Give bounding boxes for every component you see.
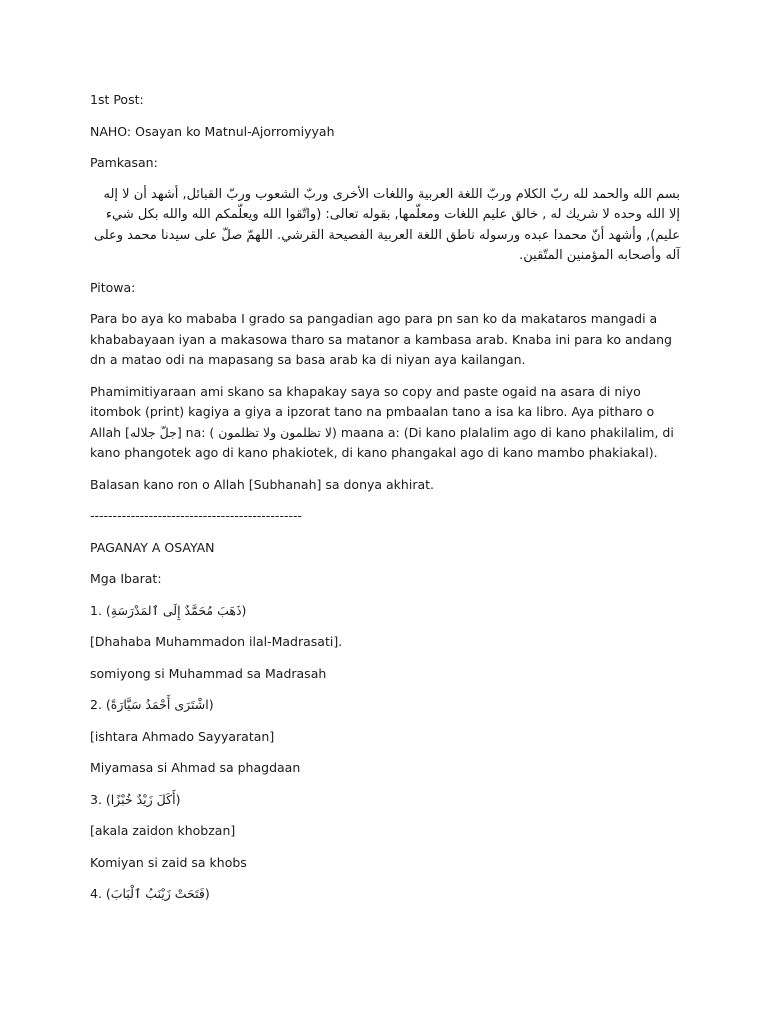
example-2-arabic: 2. (اشْتَرَى أَحْمَدُ سَيَّارَةً) bbox=[90, 697, 214, 712]
example-1-meaning: somiyong si Muhammad sa Madrasah bbox=[90, 665, 327, 681]
paragraph-blessing: Balasan kano ron o Allah [Subhanah] sa donya akhirat. bbox=[90, 476, 434, 492]
example-3-arabic: 3. (أَكَلَ زَيْدٌ خُبْزًا) bbox=[90, 791, 181, 807]
document-page bbox=[90, 90, 680, 916]
separator-line: ----------------------------------------------- bbox=[90, 508, 302, 523]
example-1-arabic: 1. (ذَهَبَ مُحَمَّدٌ إِلَى ٱلمَدْرَسَةِ) bbox=[90, 602, 247, 618]
example-2-transliteration: [ishtara Ahmado Sayyaratan] bbox=[90, 728, 275, 744]
example-2-meaning: Miyamasa si Ahmad sa phagdaan bbox=[90, 760, 301, 775]
example-1-transliteration: [Dhahaba Muhammadon ilal-Madrasati]. bbox=[90, 634, 343, 649]
section-heading: PAGANAY A OSAYAN bbox=[90, 539, 215, 555]
example-3-meaning: Komiyan si zaid sa khobs bbox=[90, 854, 247, 870]
pamkasan-heading: Pamkasan: bbox=[90, 155, 158, 170]
document-title: NAHO: Osayan ko Matnul-Ajorromiyyah bbox=[90, 123, 335, 139]
paragraph-purpose: Para bo aya ko mababa I grado sa pangadian ago para pn san ko da makataros mangadi a khababayaan iyan a makasowa tharo sa matanor a kambasa arab. Knaba ini para ko andang dn a matao odi na mapasang sa basa arab ka di niyan aya kailangan. bbox=[90, 311, 672, 367]
arabic-intro-paragraph: بسم الله والحمد لله ربّ الكلام وربّ اللغة العربية واللغات الأخرى وربّ الشعوب وربّ القبائل, أشهد أن لا إله إلا الله وحده لا شريك له , خالق عليم اللغات ومعلّمها, بقوله تعالى: (واتّقوا الله ويعلّمكم الله والله بكل شيء عليم), وأشهد أنّ محمدا عبده ورسوله ناطق اللغة العربية الفصيحة القرشي. اللهمّ صلّ على سيدنا محمد وعلى آله وأصحابه المؤمنين المتّقين. bbox=[93, 186, 680, 263]
ibarat-heading: Mga Ibarat: bbox=[90, 571, 162, 586]
pitowa-heading: Pitowa: bbox=[90, 279, 136, 295]
paragraph-request: Phamimitiyaraan ami skano sa khapakay saya so copy and paste ogaid na asara di niyo itombok (print) kagiya a giya a ipzorat tano na pmbaalan tano a isa ka libro. Aya pitharo o Allah [جلّ جلاله] na: ( لا تظلمون ولا تظلمون) maana a: (Di kano plalalim ago di kano phakilalim, di kano phangotek ago di kano phakiotek, di kano phangakal ago di kano mambo phakiakal). bbox=[90, 383, 674, 460]
example-3-transliteration: [akala zaidon khobzan] bbox=[90, 823, 236, 838]
example-4-arabic: 4. (فَتَحَتْ زَيْنَبُ ٱلْبَابَ) bbox=[90, 886, 210, 901]
post-label: 1st Post: bbox=[90, 92, 144, 107]
